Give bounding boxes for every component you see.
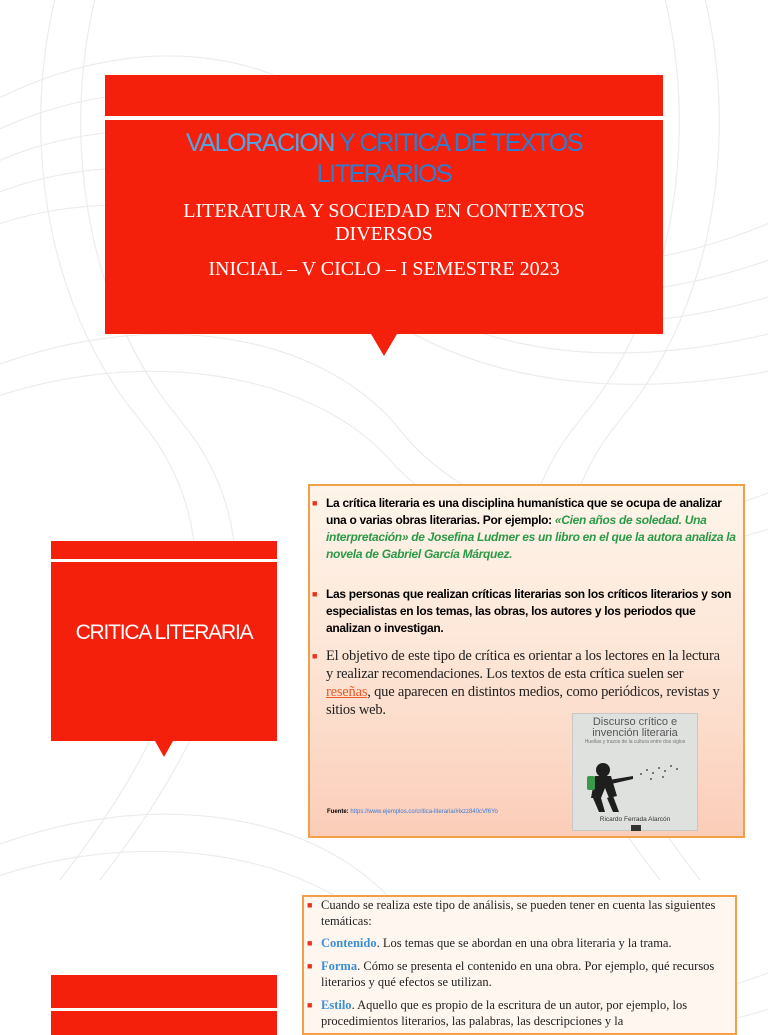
bullet-objective-text-a: El objetivo de este tipo de crítica es orientar a los lectores en la lectura y realizar recomendaciones. Los textos de esta crítica suelen ser [326,648,720,682]
bullet-objective-text-b: , que aparecen en distintos medios, como periódicos, revistas y sitios web. [326,684,720,718]
publisher-logo [631,825,641,831]
bullet-objective [312,647,726,719]
bullet-marker: ■ [312,589,318,599]
forma-term: Forma [321,959,358,973]
course-subtitle: LITERATURA Y SOCIEDAD EN CONTEXTOS DIVERSOS [183,200,585,245]
heading-box-divider [51,559,277,562]
tematica-estilo [307,997,733,1029]
bullet-marker: ■ [307,900,313,910]
tematicas-intro [307,897,733,929]
slide3-heading-divider [51,1008,277,1011]
forma-text: . Cómo se presenta el contenido en una obra. Por ejemplo, qué recursos literarios y qué efectos se utilizan. [321,959,715,989]
source-citation [327,809,498,815]
bullet-definition-example: «Cien años de soledad. Una interpretación» de Josefina Ludmer es un libro en el que la autora analiza la novela de Gabriel García Márquez. [326,513,736,561]
title-part-1: VALORACION [185,129,340,157]
bullet-definition [312,495,736,563]
resenas-link[interactable]: reseñas [326,684,368,700]
tematica-contenido [307,935,733,951]
bullet-marker: ■ [307,938,313,948]
bullet-critics [312,586,736,637]
contenido-text: . Los temas que se abordan en una obra literaria y la trama. [376,936,672,950]
bullet-critics-text: Las personas que realizan críticas literarias son los críticos literarios y son especialistas en los temas, las obras, los autores y los periodos que analizan o investigan. [326,587,732,635]
title-part-3: LITERARIOS [316,160,452,188]
book-illustration-icon [581,746,691,816]
book-cover-image [572,713,698,831]
critica-heading: CRITICA LITERARIA [75,621,253,644]
book-author: Ricardo Ferrada Alarcón [599,816,671,823]
title-part-2: Y CRITICA DE TEXTOS [339,129,583,157]
estilo-term: Estilo [321,998,352,1012]
source-link[interactable]: https://www.ejemplos.co/critica-literaria/#ixzz840cVf6Yo [350,809,498,815]
estilo-text: . Aquello que es propio de la escritura de un autor, por ejemplo, los procedimientos literarios, las palabras, las descripciones y la [321,998,688,1028]
slide3-heading-box [51,975,277,1035]
source-label: Fuente: [327,809,351,815]
critica-heading-pointer [155,741,173,757]
bullet-definition-text: La crítica literaria es una disciplina humanística que se ocupa de analizar una o varias obras literarias. Por ejemplo: [326,496,722,527]
bullet-marker: ■ [307,1000,313,1010]
bullet-marker: ■ [307,961,313,971]
book-title: Discurso crítico e invención literaria [592,716,678,739]
page-title [105,128,663,190]
title-slide-pointer [371,334,397,356]
contenido-term: Contenido [321,936,377,950]
bullet-marker: ■ [312,498,318,508]
course-cycle: INICIAL – V CICLO – I SEMESTRE 2023 [208,258,560,280]
tematica-forma [307,958,733,990]
book-subtitle: Huellas y trazos de la cultura entre dos siglos [584,739,686,745]
title-slide-topbar [105,75,663,120]
bullet-marker: ■ [312,651,318,661]
tematicas-intro-text: Cuando se realiza este tipo de análisis, se pueden tener en cuenta las siguientes temáticas: [321,898,716,928]
